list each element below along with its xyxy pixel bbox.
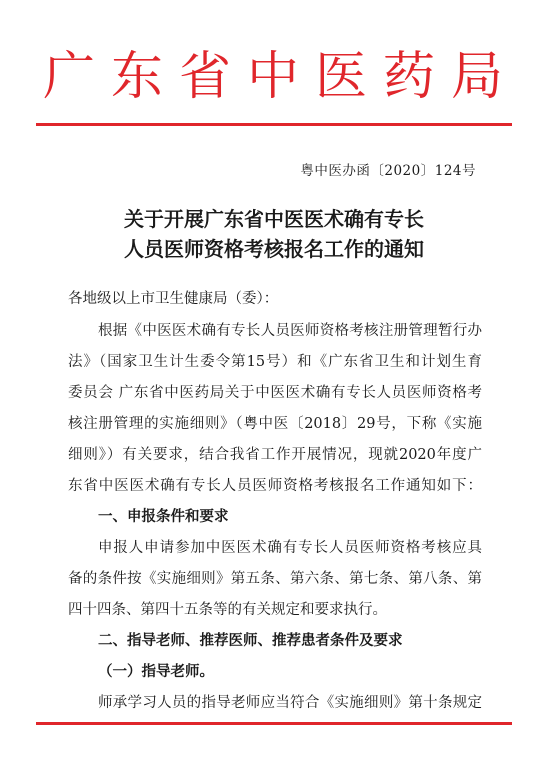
paragraph-line: 师承学习人员的指导老师应当符合《实施细则》第十条规定 xyxy=(98,695,482,711)
section-heading: 二、指导老师、推荐医师、推荐患者条件及要求 xyxy=(98,632,403,649)
paragraph-line: 委员会 广东省中医药局关于中医医术确有专长人员医师资格考 xyxy=(68,385,482,401)
section-heading: 一、申报条件和要求 xyxy=(98,508,229,525)
paragraph-line: 东省中医医术确有专长人员医师资格考核报名工作通知如下： xyxy=(68,478,482,494)
paragraph-line: 备的条件按《实施细则》第五条、第六条、第七条、第八条、第 xyxy=(68,571,482,587)
footer-red-rule xyxy=(36,722,512,725)
document-title-line-1: 关于开展广东省中医医术确有专长 xyxy=(124,207,424,231)
letterhead-red-rule xyxy=(36,123,512,126)
document-title-line-2: 人员医师资格考核报名工作的通知 xyxy=(124,237,424,261)
document-title xyxy=(0,204,548,264)
salutation: 各地级以上市卫生健康局（委）： xyxy=(68,291,279,307)
paragraph-line: 核注册管理的实施细则》（粤中医〔2018〕29号，下称《实施 xyxy=(68,416,482,432)
letterhead-title: 广东省中医药局 xyxy=(42,47,519,107)
paragraph-line: 细则》）有关要求，结合我省工作开展情况，现就2020年度广 xyxy=(68,447,482,463)
paragraph-line: 四十四条、第四十五条等的有关规定和要求执行。 xyxy=(68,602,387,618)
subsection-heading: （一）指导老师。 xyxy=(98,663,214,680)
paragraph-line: 申报人申请参加中医医术确有专长人员医师资格考核应具 xyxy=(98,540,482,556)
paragraph-line: 根据《中医医术确有专长人员医师资格考核注册管理暂行办 xyxy=(98,323,482,339)
paragraph-line: 法》（国家卫生计生委令第15号）和《广东省卫生和计划生育 xyxy=(68,354,482,370)
document-number: 粤中医办函〔2020〕124号 xyxy=(300,163,476,179)
